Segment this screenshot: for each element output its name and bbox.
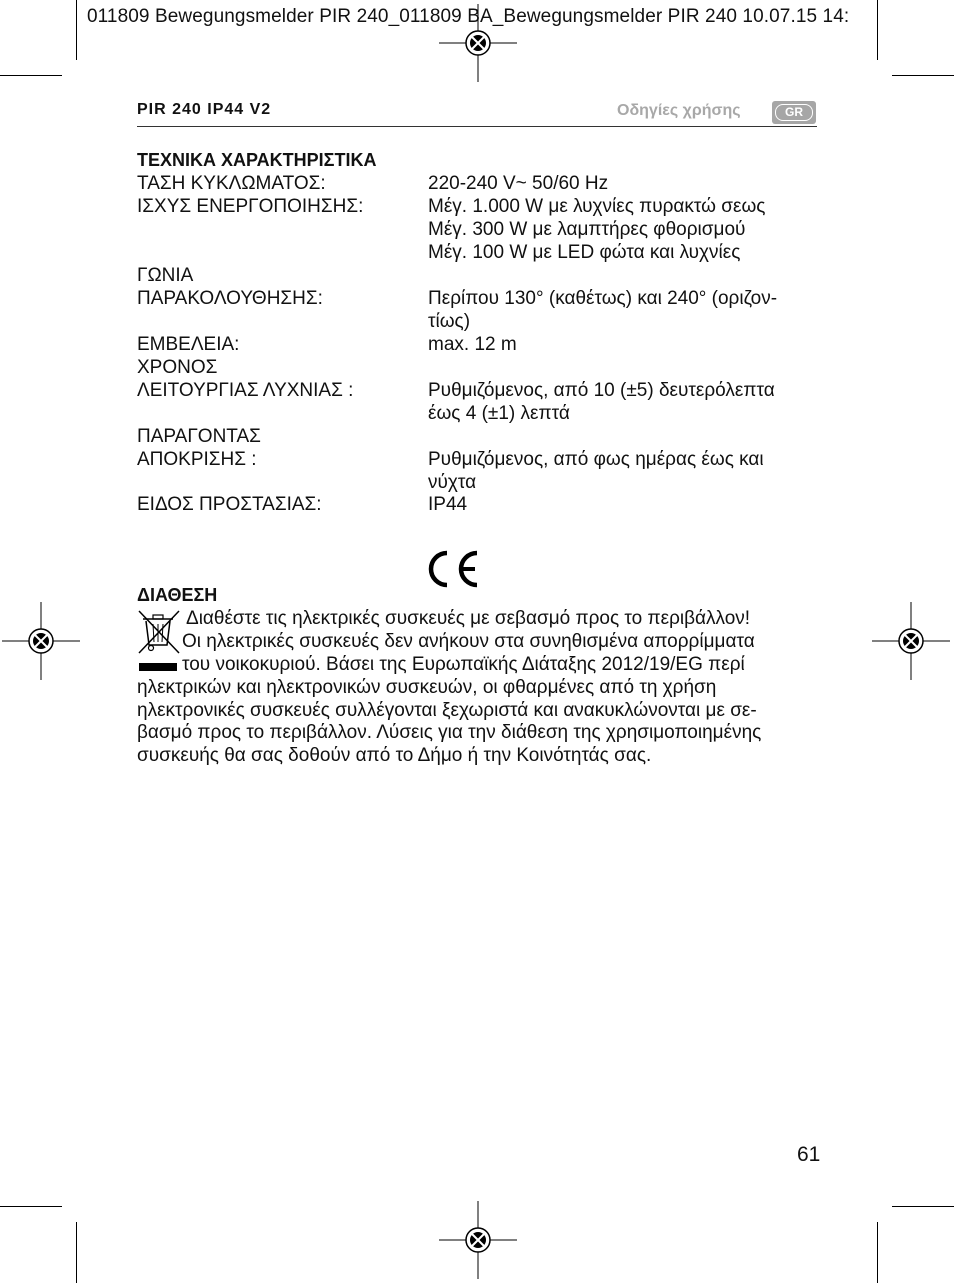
disposal-text: βασμό προς το περιβάλλον. Λύσεις για την διάθεση της χρησιμοποιημένης (137, 722, 762, 743)
disposal-text: ηλεκτρονικές συσκευές συλλέγονται ξεχωριστά και ανακυκλώνονται με σε- (137, 700, 757, 721)
range-value: max. 12 m (428, 334, 517, 355)
section-title: Οδηγίες χρήσης (617, 102, 741, 119)
ce-mark-icon (424, 549, 482, 589)
angle-label: ΠΑΡΑΚΟΛΟΥΘΗΣΗΣ: (137, 288, 323, 309)
response-value: Ρυθμιζόμενος, από φως ημέρας έως και (428, 449, 764, 470)
crossed-out-bin-icon (137, 609, 181, 673)
angle-label: ΓΩΝΙΑ (137, 265, 194, 286)
crop-mark (0, 1206, 62, 1207)
crop-mark (892, 75, 954, 76)
response-label: ΑΠΟΚΡΙΣΗΣ : (137, 449, 257, 470)
language-badge (772, 101, 816, 124)
time-value: Ρυθμιζόμενος, από 10 (±5) δευτερόλεπτα (428, 380, 775, 401)
crop-mark (877, 0, 878, 60)
crop-mark (892, 1206, 954, 1207)
power-label: ΙΣΧΥΣ ΕΝΕΡΓΟΠΟΙΗΣΗΣ: (137, 196, 364, 217)
crop-mark (877, 1222, 878, 1283)
response-value: νύχτα (428, 472, 477, 493)
voltage-label: ΤΑΣΗ ΚΥΚΛΩΜΑΤΟΣ: (137, 173, 326, 194)
voltage-value: 220-240 V~ 50/60 Hz (428, 173, 609, 194)
registration-mark-icon (2, 602, 80, 680)
header-rule (137, 126, 817, 127)
disposal-text: Οι ηλεκτρικές συσκευές δεν ανήκουν στα συνηθισμένα απορρίμματα (182, 631, 755, 652)
time-label: ΛΕΙΤΟΥΡΓΙΑΣ ΛΥΧΝΙΑΣ : (137, 380, 354, 401)
disposal-text: συσκευής θα σας δοθούν από το Δήμο ή την Κοινότητάς σας. (137, 745, 652, 766)
language-badge-label: GR (775, 104, 813, 121)
model-name: PIR 240 IP44 V2 (137, 101, 272, 118)
angle-value: Περίπου 130° (καθέτως) και 240° (οριζον- (428, 288, 778, 309)
time-value: έως 4 (±1) λεπτά (428, 403, 570, 424)
protection-label: ΕΙΔΟΣ ΠΡΟΣΤΑΣΙΑΣ: (137, 494, 322, 515)
protection-value: IP44 (428, 494, 468, 515)
power-value: Μέγ. 100 W με LED φώτα και λυχνίες (428, 242, 741, 263)
registration-mark-icon (439, 1201, 517, 1279)
range-label: ΕΜΒΕΛΕΙΑ: (137, 334, 240, 355)
disposal-text: Διαθέστε τις ηλεκτρικές συσκευές με σεβασμό προς το περιβάλλον! (186, 608, 751, 629)
power-value: Μέγ. 300 W με λαμπτήρες φθορισμού (428, 219, 746, 240)
disposal-text: του νοικοκυριού. Βάσει της Ευρωπαϊκής Διάταξης 2012/19/EG περί (182, 654, 745, 675)
crop-mark (0, 75, 62, 76)
time-label: ΧΡΟΝΟΣ (137, 357, 218, 378)
registration-mark-icon (872, 602, 950, 680)
page-number: 61 (797, 1143, 821, 1166)
response-label: ΠΑΡΑΓΟΝΤΑΣ (137, 426, 261, 447)
power-value: Μέγ. 1.000 W με λυχνίες πυρακτώ σεως (428, 196, 766, 217)
crop-mark (76, 0, 77, 60)
angle-value: τίως) (428, 311, 471, 332)
crop-mark (76, 1222, 77, 1283)
disposal-heading: ΔΙΑΘΕΣΗ (137, 585, 218, 605)
disposal-text: ηλεκτρικών και ηλεκτρονικών συσκευών, οι φθαρμένες από τη χρήση (137, 677, 717, 698)
print-slug-line: 011809 Bewegungsmelder PIR 240_011809 BA_Bewegungsmelder PIR 240 10.07.15 14: (87, 6, 850, 27)
specs-heading: ΤΕΧΝΙΚΑ ΧΑΡΑΚΤΗΡΙΣΤΙΚΑ (137, 150, 377, 170)
